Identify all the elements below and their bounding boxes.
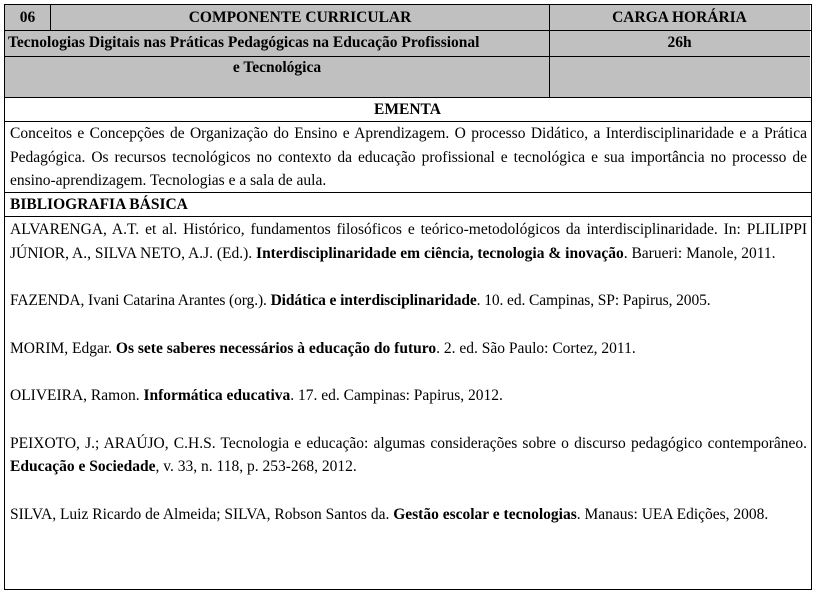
- row-divider: [5, 30, 811, 31]
- component-name-line2: e Tecnológica: [232, 59, 322, 76]
- entry-title: Interdisciplinaridade em ciência, tecnologia & inovação: [256, 244, 624, 262]
- row-divider: [5, 56, 810, 57]
- bibliography-list: [10, 218, 807, 526]
- entry-text: . Manaus: UEA Edições, 2008.: [576, 505, 769, 523]
- bibliography-entry: [10, 432, 807, 479]
- workload-label: CARGA HORÁRIA: [612, 9, 747, 26]
- row-divider: [5, 216, 811, 217]
- entry-text: SILVA, Luiz Ricardo de Almeida; SILVA, Robson Santos da.: [10, 505, 394, 523]
- component-name-line1: Tecnologias Digitais nas Práticas Pedagógicas na Educação Profissional: [8, 34, 480, 51]
- ementa-text: Conceitos e Concepções de Organização do Ensino e Aprendizagem. O processo Didático, a Interdisciplinaridade e a Prática Pedagógica. Os recursos tecnológicos no contexto da educação profissional e tecnológica e sua importância no processo de ensino-aprendizagem. Tecnologias e a sala de aula.: [10, 125, 807, 189]
- column-divider: [50, 5, 51, 30]
- column-divider: [549, 5, 550, 97]
- entry-text: . 10. ed. Campinas, SP: Papirus, 2005.: [476, 292, 711, 309]
- entry-text: FAZENDA, Ivani Catarina Arantes (org.).: [10, 292, 271, 309]
- entry-text: MORIM, Edgar.: [10, 339, 116, 357]
- entry-text: OLIVEIRA, Ramon.: [10, 387, 144, 404]
- entry-title: Informática educativa: [143, 387, 291, 404]
- ementa-title: EMENTA: [374, 101, 441, 118]
- entry-title: Didática e interdisciplinaridade: [270, 292, 477, 309]
- curriculum-table: [4, 4, 812, 590]
- entry-text: ALVARENGA, A.T. et al. Histórico, fundamentos filosóficos e teórico-metodológicos da interdisciplinaridade. In: PLILIPPI JÚNIOR, A., SILVA NETO, A.J. (Ed.).: [10, 221, 807, 262]
- bibliography-entry: [10, 384, 807, 408]
- row-divider: [5, 121, 811, 122]
- entry-title: Educação e Sociedade: [10, 458, 156, 475]
- row-divider: [5, 97, 811, 98]
- bibliography-entry: [10, 337, 807, 361]
- entry-text: , v. 33, n. 118, p. 253-268, 2012.: [155, 458, 357, 475]
- entry-title: Gestão escolar e tecnologias: [393, 505, 577, 523]
- bibliography-entry: [10, 289, 807, 313]
- component-number: 06: [19, 9, 36, 26]
- entry-text: PEIXOTO, J.; ARAÚJO, C.H.S. Tecnologia e educação: algumas considerações sobre o discurso pedagógico contemporâneo.: [10, 434, 807, 452]
- row-divider: [5, 192, 811, 193]
- entry-text: . Barueri: Manole, 2011.: [623, 244, 776, 262]
- workload-value: 26h: [667, 34, 692, 51]
- entry-text: . 17. ed. Campinas: Papirus, 2012.: [290, 387, 503, 404]
- bibliography-entry: [10, 503, 807, 527]
- entry-text: . 2. ed. São Paulo: Cortez, 2011.: [436, 339, 636, 357]
- component-label: COMPONENTE CURRICULAR: [188, 9, 412, 26]
- entry-title: Os sete saberes necessários à educação do futuro: [115, 339, 437, 357]
- bibliography-entry: [10, 218, 807, 265]
- bibliography-title: BIBLIOGRAFIA BÁSICA: [10, 196, 188, 213]
